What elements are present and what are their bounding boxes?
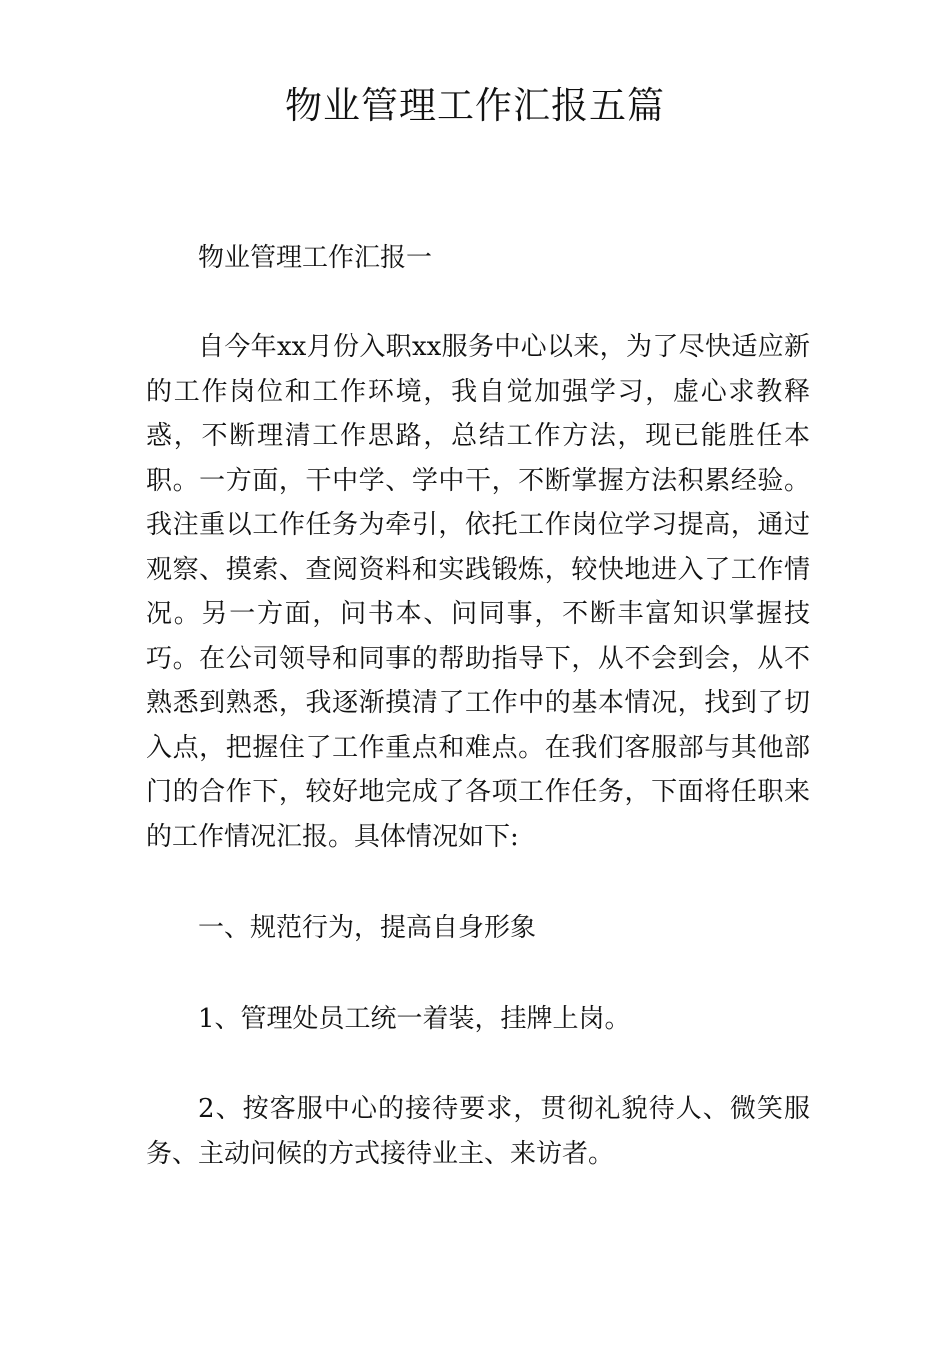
list-item: 1、管理处员工统一着装，挂牌上岗。 [198, 1004, 631, 1034]
intro-paragraph: 自今年xx月份入职xx服务中心以来，为了尽快适应新的工作岗位和工作环境，我自觉加强学习，虚心求教释惑，不断理清工作思路，总结工作方法，现已能胜任本职。一方面，干中学、学中干，不断掌握方法积累经验。我注重以工作任务为牵引，依托工作岗位学习提高，通过观察、摸索、查阅资料和实践锻炼，较快地进入了工作情况。另一方面，问书本、问同事，不断丰富知识掌握技巧。在公司领导和同事的帮助指导下，从不会到会，从不熟悉到熟悉，我逐渐摸清了工作中的基本情况，找到了切入点，把握住了工作重点和难点。在我们客服部与其他部门的合作下，较好地完成了各项工作任务，下面将任职来的工作情况汇报。具体情况如下: [146, 332, 810, 852]
subsection-heading: 一、规范行为，提高自身形象 [198, 913, 537, 943]
list-item: 2、按客服中心的接待要求，贯彻礼貌待人、微笑服务、主动问候的方式接待业主、来访者。 [146, 1094, 810, 1169]
document-title: 物业管理工作汇报五篇 [285, 84, 665, 127]
section-heading: 物业管理工作汇报一 [198, 243, 433, 273]
